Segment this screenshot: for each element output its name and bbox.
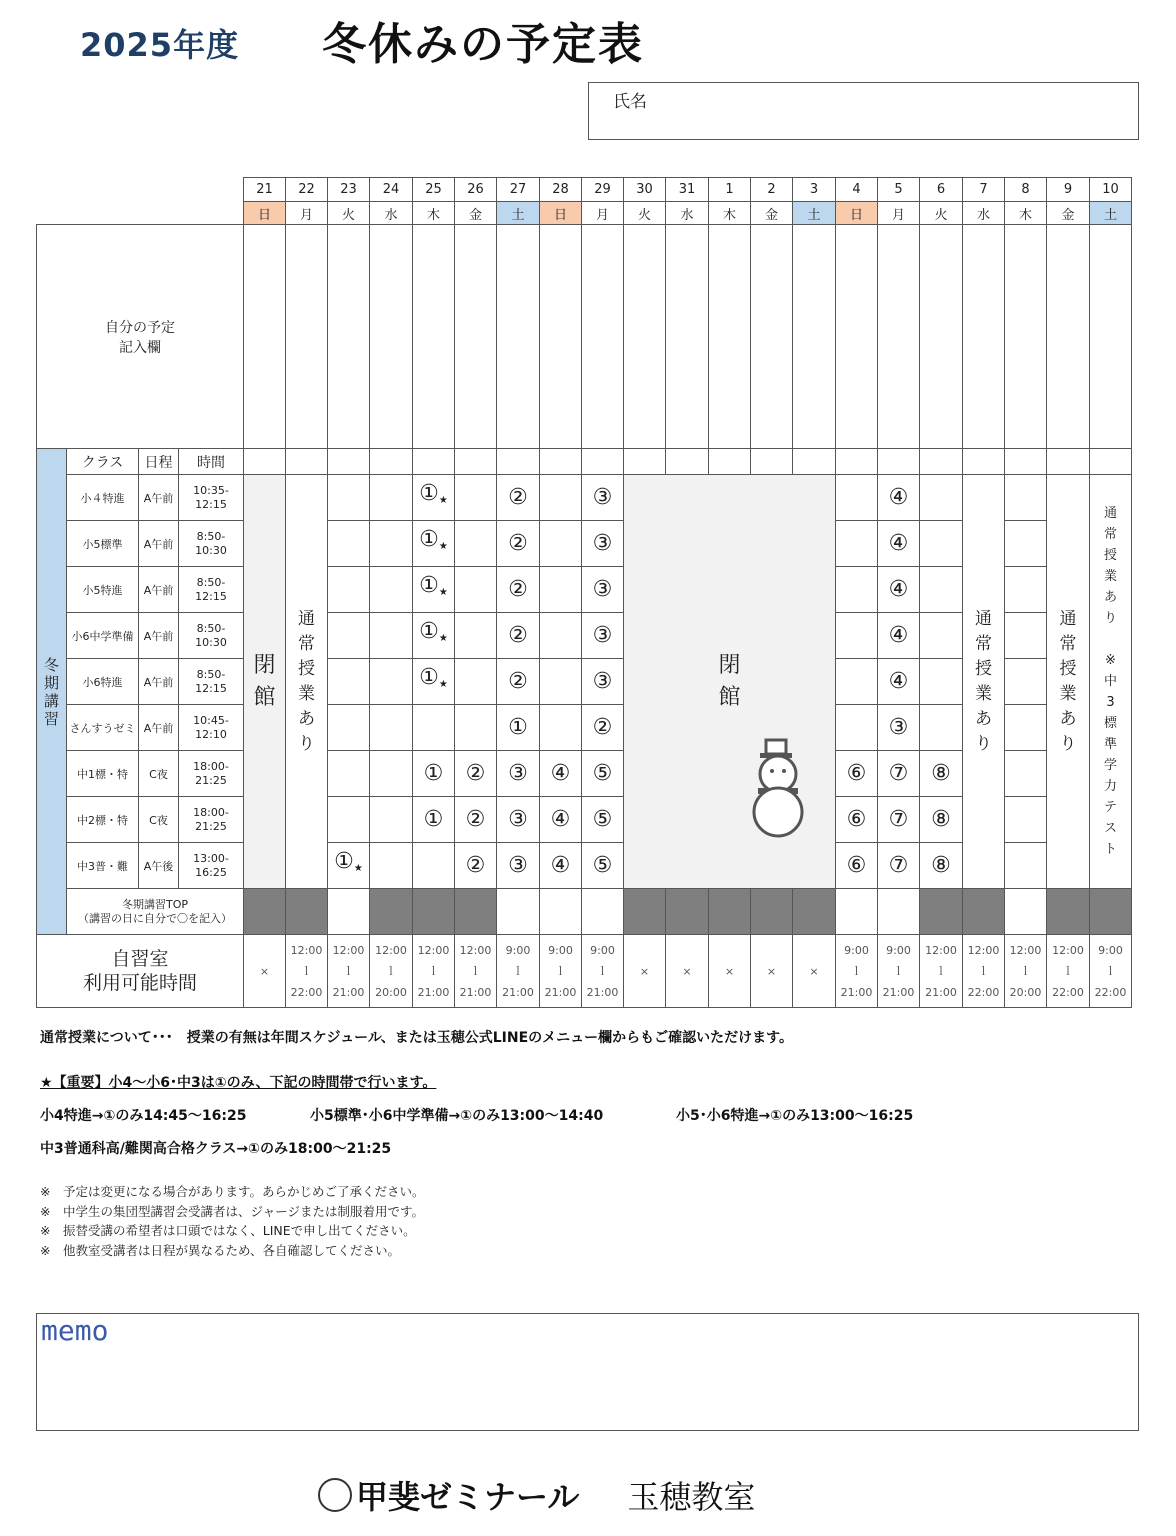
blank-cell [413, 705, 455, 751]
self-schedule-cell[interactable] [709, 225, 751, 449]
class-schedule: A午前 [139, 521, 179, 567]
blank-cell [836, 521, 878, 567]
blank-cell [793, 449, 836, 475]
class-session-mark: ④ [878, 475, 920, 521]
blank-cell [1005, 613, 1047, 659]
corner-blank [37, 202, 244, 225]
blank-cell [370, 449, 413, 475]
regular-class-cell: 通 常 授 業 あ り [963, 475, 1005, 889]
class-session-mark: ④ [878, 613, 920, 659]
class-session-mark: ② [497, 521, 540, 567]
blank-cell [328, 475, 370, 521]
star-icon: ★ [438, 495, 448, 506]
class-name: 小４特進 [67, 475, 139, 521]
class-schedule: A午前 [139, 659, 179, 705]
star-icon: ★ [438, 587, 448, 598]
blank-cell [455, 659, 497, 705]
star-icon: ★ [438, 679, 448, 690]
study-room-time: 9:00 ｌ 21:00 [540, 935, 582, 1008]
self-schedule-cell[interactable] [836, 225, 878, 449]
blank-cell [370, 521, 413, 567]
self-schedule-cell[interactable] [624, 225, 666, 449]
blank-cell [286, 449, 328, 475]
blank-cell [920, 475, 963, 521]
date-cell: 31 [666, 178, 709, 202]
class-schedule: A午前 [139, 475, 179, 521]
date-cell: 28 [540, 178, 582, 202]
class-session-mark: ①★ [328, 843, 370, 889]
blank-cell [836, 613, 878, 659]
blank-cell [328, 751, 370, 797]
course-top-cell[interactable] [328, 889, 370, 935]
year-label: 2025年度 [80, 26, 240, 64]
study-room-time: 9:00 ｌ 21:00 [497, 935, 540, 1008]
class-session-mark: ③ [582, 567, 624, 613]
blank-cell [540, 613, 582, 659]
self-schedule-cell[interactable] [328, 225, 370, 449]
class-session-mark: ② [497, 475, 540, 521]
schedule-header: 日程 [139, 449, 179, 475]
class-session-mark: ③ [582, 613, 624, 659]
class-session-mark: ③ [497, 751, 540, 797]
star-icon: ★ [438, 541, 448, 552]
weekday-cell: 月 [878, 202, 920, 225]
class-session-mark: ③ [582, 475, 624, 521]
time-note-2: 中3普通科高/難関高合格クラス→①のみ18:00～21:25 [40, 1141, 392, 1157]
study-room-time: × [793, 935, 836, 1008]
time-note-1c: 小5･小6特進→①のみ13:00～16:25 [676, 1108, 914, 1124]
gray-cell [709, 889, 751, 935]
class-session-mark: ①★ [413, 659, 455, 705]
memo-box[interactable] [36, 1313, 1139, 1431]
date-cell: 10 [1090, 178, 1132, 202]
blank-cell [836, 449, 878, 475]
study-room-time: 12:00 ｌ 20:00 [1005, 935, 1047, 1008]
blank-cell [370, 705, 413, 751]
weekday-cell: 木 [709, 202, 751, 225]
blank-cell [540, 521, 582, 567]
weekday-cell: 月 [582, 202, 624, 225]
class-schedule: A午前 [139, 613, 179, 659]
study-room-time: 12:00 ｌ 22:00 [286, 935, 328, 1008]
blank-cell [1005, 567, 1047, 613]
weekday-cell: 火 [624, 202, 666, 225]
important-note: ★【重要】小4～小6･中3は①のみ、下記の時間帯で行います。 [40, 1075, 437, 1091]
course-top-cell[interactable] [582, 889, 624, 935]
self-schedule-cell[interactable] [751, 225, 793, 449]
class-time: 8:50- 10:30 [179, 521, 244, 567]
blank-cell [455, 705, 497, 751]
class-schedule: C夜 [139, 797, 179, 843]
blank-cell [455, 521, 497, 567]
school-logo-icon [318, 1478, 352, 1512]
blank-cell [1005, 449, 1047, 475]
blank-cell [328, 521, 370, 567]
class-session-mark: ①★ [413, 567, 455, 613]
study-room-time: 9:00 ｌ 21:00 [836, 935, 878, 1008]
self-schedule-label: 自分の予定 記入欄 [37, 225, 244, 449]
blank-cell [836, 659, 878, 705]
self-schedule-cell[interactable] [920, 225, 963, 449]
class-name: 小5特進 [67, 567, 139, 613]
study-room-time: 12:00 ｌ 21:00 [920, 935, 963, 1008]
class-session-mark: ⑦ [878, 843, 920, 889]
blank-cell [540, 475, 582, 521]
blank-cell [370, 475, 413, 521]
class-session-mark: ①★ [413, 613, 455, 659]
blank-cell [328, 613, 370, 659]
date-cell: 7 [963, 178, 1005, 202]
blank-cell [328, 797, 370, 843]
class-session-mark: ⑤ [582, 797, 624, 843]
class-schedule: C夜 [139, 751, 179, 797]
blank-cell [370, 567, 413, 613]
gray-cell [286, 889, 328, 935]
blank-cell [1005, 843, 1047, 889]
self-schedule-cell[interactable] [878, 225, 920, 449]
blank-cell [920, 659, 963, 705]
corner-blank [37, 178, 244, 202]
class-session-mark: ① [413, 797, 455, 843]
blank-cell [244, 449, 286, 475]
blank-cell [455, 449, 497, 475]
blank-cell [497, 449, 540, 475]
blank-cell [624, 449, 666, 475]
study-room-time: 12:00 ｌ 22:00 [1047, 935, 1090, 1008]
weekday-cell: 水 [370, 202, 413, 225]
class-name: 中3普・難 [67, 843, 139, 889]
weekday-cell: 木 [1005, 202, 1047, 225]
blank-cell [920, 521, 963, 567]
class-session-mark: ② [497, 659, 540, 705]
blank-cell [370, 613, 413, 659]
class-session-mark: ② [582, 705, 624, 751]
blank-cell [413, 843, 455, 889]
blank-cell [920, 705, 963, 751]
gray-cell [370, 889, 413, 935]
blank-cell [328, 659, 370, 705]
self-schedule-cell[interactable] [666, 225, 709, 449]
closed-period-cell: 閉 館 [624, 475, 836, 889]
class-time: 8:50- 10:30 [179, 613, 244, 659]
date-cell: 8 [1005, 178, 1047, 202]
class-session-mark: ④ [540, 751, 582, 797]
class-session-mark: ⑥ [836, 751, 878, 797]
regular-class-cell: 通 常 授 業 あ り [1047, 475, 1090, 889]
note-item: ※ 他教室受講者は日程が異なるため、各自確認してください。 [40, 1242, 400, 1258]
blank-cell [1005, 751, 1047, 797]
study-room-time: × [244, 935, 286, 1008]
class-session-mark: ⑤ [582, 843, 624, 889]
blank-cell [1005, 521, 1047, 567]
blank-cell [666, 449, 709, 475]
class-time: 18:00- 21:25 [179, 751, 244, 797]
class-session-mark: ④ [540, 843, 582, 889]
class-name: 小6中学準備 [67, 613, 139, 659]
blank-cell [751, 449, 793, 475]
weekday-cell: 土 [497, 202, 540, 225]
date-cell: 21 [244, 178, 286, 202]
school-logo-text: 甲斐ゼミナール [356, 1478, 580, 1516]
self-schedule-cell[interactable] [497, 225, 540, 449]
blank-cell [963, 449, 1005, 475]
study-room-time: 9:00 ｌ 22:00 [1090, 935, 1132, 1008]
date-cell: 3 [793, 178, 836, 202]
study-room-time: 12:00 ｌ 21:00 [413, 935, 455, 1008]
class-session-mark: ⑧ [920, 843, 963, 889]
blank-cell [370, 751, 413, 797]
self-schedule-cell[interactable] [244, 225, 286, 449]
date-cell: 2 [751, 178, 793, 202]
study-room-time: × [666, 935, 709, 1008]
class-name: 中1標・特 [67, 751, 139, 797]
weekday-cell: 月 [286, 202, 328, 225]
weekday-cell: 火 [328, 202, 370, 225]
date-cell: 30 [624, 178, 666, 202]
course-top-cell[interactable] [878, 889, 920, 935]
course-top-cell[interactable] [1005, 889, 1047, 935]
class-session-mark: ② [497, 613, 540, 659]
class-header: クラス [67, 449, 139, 475]
course-top-cell[interactable] [497, 889, 540, 935]
self-schedule-cell[interactable] [413, 225, 455, 449]
class-session-mark: ② [455, 797, 497, 843]
self-schedule-cell[interactable] [793, 225, 836, 449]
study-room-time: 12:00 ｌ 21:00 [328, 935, 370, 1008]
class-session-mark: ④ [878, 659, 920, 705]
gray-cell [793, 889, 836, 935]
class-session-mark: ①★ [413, 475, 455, 521]
weekday-cell: 火 [920, 202, 963, 225]
name-field[interactable] [588, 82, 1139, 140]
study-room-time: 12:00 ｌ 20:00 [370, 935, 413, 1008]
blank-cell [370, 659, 413, 705]
blank-cell [836, 475, 878, 521]
closed-cell: 閉 館 [244, 475, 286, 889]
weekday-cell: 金 [1047, 202, 1090, 225]
note-item: ※ 予定は変更になる場合があります。あらかじめご了承ください。 [40, 1184, 425, 1199]
gray-cell [920, 889, 963, 935]
self-schedule-cell[interactable] [582, 225, 624, 449]
course-top-cell[interactable] [540, 889, 582, 935]
gray-cell [455, 889, 497, 935]
class-name: さんすうゼミ [67, 705, 139, 751]
blank-cell [1005, 659, 1047, 705]
blank-cell [370, 797, 413, 843]
date-cell: 25 [413, 178, 455, 202]
gray-cell [963, 889, 1005, 935]
study-room-time: 12:00 ｌ 21:00 [455, 935, 497, 1008]
blank-cell [328, 449, 370, 475]
study-room-time: × [709, 935, 751, 1008]
class-session-mark: ③ [497, 843, 540, 889]
class-schedule: A午後 [139, 843, 179, 889]
blank-cell [1090, 449, 1132, 475]
footer [318, 1472, 755, 1518]
gray-cell [1090, 889, 1132, 935]
notes-list [40, 1182, 424, 1260]
regular-class-note: 通常授業について･･･ 授業の有無は年間スケジュール、または玉穂公式LINEのメニュー欄からもご確認いただけます。 [40, 1030, 794, 1046]
star-icon: ★ [353, 863, 363, 874]
class-session-mark: ⑥ [836, 843, 878, 889]
class-name: 中2標・特 [67, 797, 139, 843]
class-time: 8:50- 12:15 [179, 567, 244, 613]
blank-cell [836, 567, 878, 613]
memo-label: memo [41, 1314, 109, 1347]
weekday-cell: 水 [666, 202, 709, 225]
date-cell: 4 [836, 178, 878, 202]
class-schedule: A午前 [139, 567, 179, 613]
study-room-time: 9:00 ｌ 21:00 [582, 935, 624, 1008]
self-schedule-cell[interactable] [540, 225, 582, 449]
weekday-cell: 金 [455, 202, 497, 225]
class-session-mark: ② [455, 751, 497, 797]
gray-cell [413, 889, 455, 935]
date-cell: 9 [1047, 178, 1090, 202]
time-note-1a: 小4特進→①のみ14:45～16:25 [40, 1108, 247, 1124]
class-session-mark: ⑦ [878, 751, 920, 797]
class-session-mark: ③ [582, 659, 624, 705]
self-schedule-cell[interactable] [963, 225, 1005, 449]
weekday-cell: 土 [793, 202, 836, 225]
self-schedule-cell[interactable] [286, 225, 328, 449]
class-time: 18:00- 21:25 [179, 797, 244, 843]
page-title: 冬休みの予定表 [322, 19, 644, 70]
date-cell: 5 [878, 178, 920, 202]
weekday-cell: 金 [751, 202, 793, 225]
gray-cell [1047, 889, 1090, 935]
self-schedule-cell[interactable] [1090, 225, 1132, 449]
gray-cell [751, 889, 793, 935]
class-session-mark: ③ [878, 705, 920, 751]
blank-cell [328, 705, 370, 751]
blank-cell [920, 613, 963, 659]
blank-cell [709, 449, 751, 475]
class-session-mark: ⑥ [836, 797, 878, 843]
study-room-time: × [751, 935, 793, 1008]
blank-cell [1005, 475, 1047, 521]
class-session-mark: ①★ [413, 521, 455, 567]
blank-cell [455, 567, 497, 613]
class-session-mark: ④ [878, 521, 920, 567]
regular-class-cell: 通 常 授 業 あ り [286, 475, 328, 889]
blank-cell [1047, 449, 1090, 475]
date-cell: 24 [370, 178, 413, 202]
blank-cell [540, 449, 582, 475]
weekday-cell: 土 [1090, 202, 1132, 225]
self-schedule-cell[interactable] [370, 225, 413, 449]
time-note-1b: 小5標準･小6中学準備→①のみ13:00～14:40 [310, 1108, 604, 1124]
snowman-icon [748, 738, 812, 838]
date-cell: 1 [709, 178, 751, 202]
blank-cell [1005, 705, 1047, 751]
blank-cell [455, 613, 497, 659]
date-cell: 6 [920, 178, 963, 202]
class-session-mark: ⑦ [878, 797, 920, 843]
class-name: 小6特進 [67, 659, 139, 705]
schedule-table [36, 177, 1132, 1008]
class-name: 小5標準 [67, 521, 139, 567]
weekday-cell: 日 [244, 202, 286, 225]
class-schedule: A午前 [139, 705, 179, 751]
class-session-mark: ② [455, 843, 497, 889]
course-top-label: 冬期講習TOP （講習の日に自分で〇を記入） [67, 889, 244, 935]
study-room-time: 12:00 ｌ 22:00 [963, 935, 1005, 1008]
time-header: 時間 [179, 449, 244, 475]
blank-cell [540, 659, 582, 705]
class-session-mark: ③ [497, 797, 540, 843]
weekday-cell: 日 [540, 202, 582, 225]
study-room-time: × [624, 935, 666, 1008]
note-item: ※ 振替受講の希望者は口頭ではなく、LINEで申し出てください。 [40, 1223, 416, 1238]
date-cell: 27 [497, 178, 540, 202]
class-session-mark: ① [497, 705, 540, 751]
blank-cell [328, 567, 370, 613]
date-cell: 26 [455, 178, 497, 202]
class-session-mark: ① [413, 751, 455, 797]
class-session-mark: ⑧ [920, 751, 963, 797]
class-session-mark: ④ [878, 567, 920, 613]
study-room-label: 自習室 利用可能時間 [37, 935, 244, 1008]
gray-cell [666, 889, 709, 935]
star-icon: ★ [438, 633, 448, 644]
blank-cell [582, 449, 624, 475]
class-session-mark: ④ [540, 797, 582, 843]
class-time: 13:00- 16:25 [179, 843, 244, 889]
self-schedule-cell[interactable] [455, 225, 497, 449]
blank-cell [878, 449, 920, 475]
class-session-mark: ② [497, 567, 540, 613]
weekday-cell: 日 [836, 202, 878, 225]
date-cell: 23 [328, 178, 370, 202]
weekday-cell: 木 [413, 202, 455, 225]
blank-cell [370, 843, 413, 889]
regular-class-cell: 通 常 授 業 あ り ※ 中 3 標 準 学 力 テ ス ト [1090, 475, 1132, 889]
blank-cell [920, 567, 963, 613]
class-session-mark: ⑧ [920, 797, 963, 843]
class-time: 10:45- 12:10 [179, 705, 244, 751]
gray-cell [624, 889, 666, 935]
blank-cell [1005, 797, 1047, 843]
name-label: 氏名 [613, 92, 647, 112]
self-schedule-cell[interactable] [1005, 225, 1047, 449]
study-room-time: 9:00 ｌ 21:00 [878, 935, 920, 1008]
class-session-mark: ③ [582, 521, 624, 567]
blank-cell [540, 567, 582, 613]
blank-cell [413, 449, 455, 475]
blank-cell [836, 705, 878, 751]
branch-name: 玉穂教室 [627, 1478, 756, 1516]
date-cell: 22 [286, 178, 328, 202]
blank-cell [920, 449, 963, 475]
blank-cell [540, 705, 582, 751]
course-top-cell[interactable] [836, 889, 878, 935]
note-item: ※ 中学生の集団型講習会受講者は、ジャージまたは制服着用です。 [40, 1203, 424, 1219]
blank-cell [455, 475, 497, 521]
gray-cell [244, 889, 286, 935]
class-time: 10:35- 12:15 [179, 475, 244, 521]
class-time: 8:50- 12:15 [179, 659, 244, 705]
class-session-mark: ⑤ [582, 751, 624, 797]
winter-course-label: 冬 期 講 習 [37, 449, 67, 935]
date-cell: 29 [582, 178, 624, 202]
self-schedule-cell[interactable] [1047, 225, 1090, 449]
weekday-cell: 水 [963, 202, 1005, 225]
